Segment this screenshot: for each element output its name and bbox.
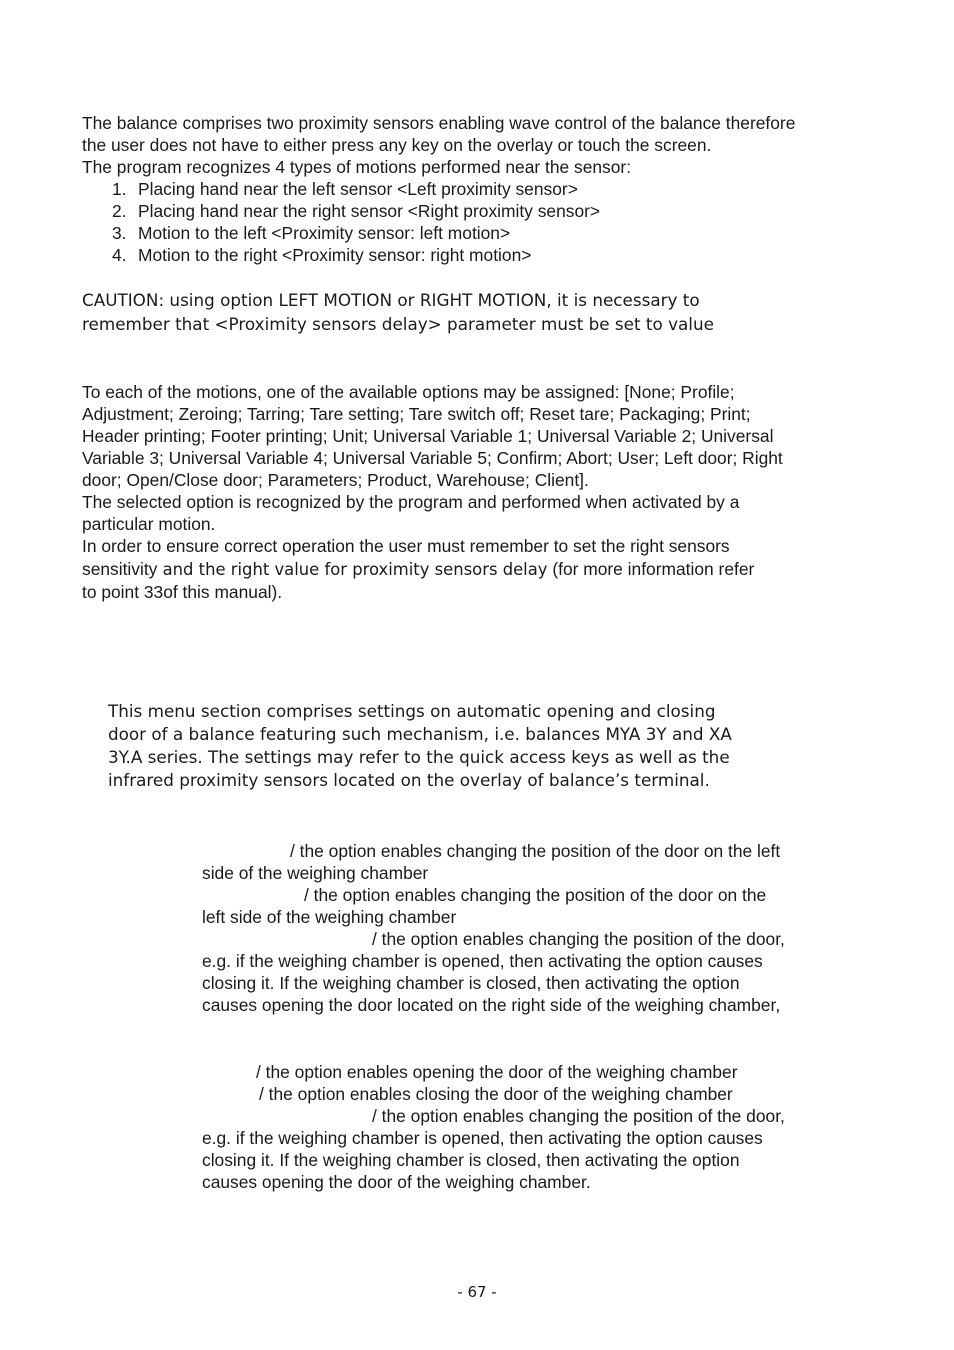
- caution-line: remember that <Proximity sensors delay> parameter must be set to value: [82, 314, 714, 334]
- open-close-option: / the option enables changing the position of the door,: [372, 929, 785, 949]
- options-line: Variable 3; Universal Variable 4; Universal Variable 5; Confirm; Abort; User; Left door; Right: [82, 448, 783, 468]
- options-line: To each of the motions, one of the available options may be assigned: [None; Profile;: [82, 382, 735, 402]
- caution-line: CAUTION: using option LEFT MOTION or RIGHT MOTION, it is necessary to: [82, 290, 700, 310]
- open-close-option: e.g. if the weighing chamber is opened, then activating the option causes: [202, 951, 763, 971]
- intro-line: the user does not have to either press any key on the overlay or touch the screen.: [82, 135, 712, 155]
- options-line: sensitivity and the right value for proximity sensors delay (for more information refer: [82, 559, 755, 579]
- door-section-line: door of a balance featuring such mechanism, i.e. balances MYA 3Y and XA: [108, 724, 732, 744]
- intro-line: The program recognizes 4 types of motions performed near the sensor:: [82, 157, 632, 177]
- door-section-line: 3Y.A series. The settings may refer to the quick access keys as well as the: [108, 747, 730, 767]
- left-door-option: side of the weighing chamber: [202, 863, 429, 883]
- options-line: to point 33of this manual).: [82, 582, 283, 602]
- open-door-option: / the option enables opening the door of the weighing chamber: [256, 1062, 738, 1082]
- open-close-option: causes opening the door located on the right side of the weighing chamber,: [202, 995, 781, 1015]
- intro-line: The balance comprises two proximity sensors enabling wave control of the balance therefore: [82, 113, 796, 133]
- list-item: 2. Placing hand near the right sensor <Right proximity sensor>: [112, 201, 601, 221]
- right-door-option: left side of the weighing chamber: [202, 907, 457, 927]
- list-item: 3. Motion to the left <Proximity sensor: left motion>: [112, 223, 511, 243]
- page-number: - 67 -: [457, 1283, 497, 1301]
- open-close-option: / the option enables changing the position of the door,: [372, 1106, 785, 1126]
- open-close-option: causes opening the door of the weighing chamber.: [202, 1172, 591, 1192]
- options-line: In order to ensure correct operation the user must remember to set the right sensors: [82, 536, 730, 556]
- door-section-line: This menu section comprises settings on automatic opening and closing: [108, 701, 716, 721]
- options-line: particular motion.: [82, 514, 216, 534]
- close-door-option: / the option enables closing the door of the weighing chamber: [259, 1084, 733, 1104]
- options-line: door; Open/Close door; Parameters; Product, Warehouse; Client].: [82, 470, 589, 490]
- list-item: 4. Motion to the right <Proximity sensor: right motion>: [112, 245, 532, 265]
- options-line: The selected option is recognized by the program and performed when activated by a: [82, 492, 740, 512]
- open-close-option: closing it. If the weighing chamber is closed, then activating the option: [202, 1150, 740, 1170]
- options-line: Adjustment; Zeroing; Tarring; Tare setting; Tare switch off; Reset tare; Packaging; Print;: [82, 404, 751, 424]
- left-door-option: / the option enables changing the position of the door on the left: [290, 841, 781, 861]
- open-close-option: e.g. if the weighing chamber is opened, then activating the option causes: [202, 1128, 763, 1148]
- open-close-option: closing it. If the weighing chamber is closed, then activating the option: [202, 973, 740, 993]
- list-item: 1. Placing hand near the left sensor <Left proximity sensor>: [112, 179, 578, 199]
- options-line: Header printing; Footer printing; Unit; Universal Variable 1; Universal Variable 2; Universal: [82, 426, 774, 446]
- right-door-option: / the option enables changing the position of the door on the: [304, 885, 767, 905]
- door-section-line: infrared proximity sensors located on the overlay of balance’s terminal.: [108, 770, 710, 790]
